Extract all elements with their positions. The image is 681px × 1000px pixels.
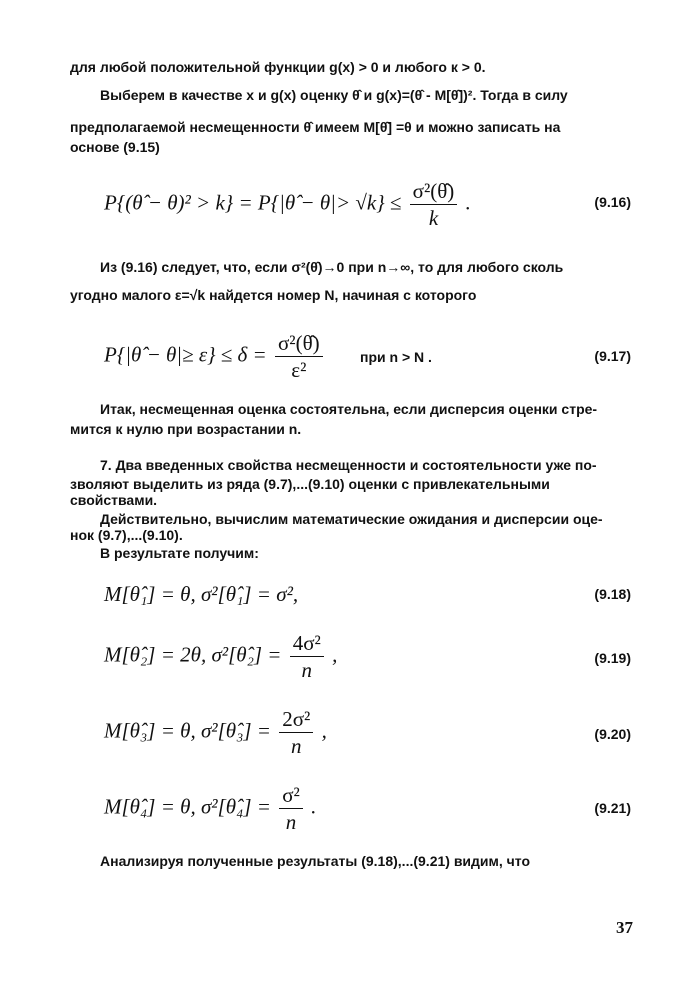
equation-9-19 xyxy=(104,630,337,683)
equation-9-21-tail: . xyxy=(311,794,317,819)
equation-9-17-fraction xyxy=(275,330,323,383)
equation-9-21-left: M[θ̂₄] = θ, σ²[θ̂₄] = xyxy=(104,794,271,819)
text-line-3: предполагаемой несмещенности θ̂ имеем М[θ̂] =θ и можно записать на xyxy=(70,119,561,135)
text-line-8: мится к нулю при возрастании n. xyxy=(70,421,302,437)
equation-9-20-left: M[θ̂₃] = θ, σ²[θ̂₃] = xyxy=(104,718,271,743)
equation-label-9-16: (9.16) xyxy=(594,194,631,210)
equation-9-16-numerator: σ²(θ̂) xyxy=(410,178,458,205)
equation-9-20-denominator: n xyxy=(291,734,302,758)
equation-label-9-19: (9.19) xyxy=(594,650,631,666)
equation-9-21-fraction xyxy=(279,782,303,835)
equation-9-20-tail: , xyxy=(321,718,327,743)
text-line-6: угодно малого ε=√k найдется номер N, начиная с которого xyxy=(70,287,477,303)
text-line-4: основе (9.15) xyxy=(70,139,160,155)
equation-9-16-tail: . xyxy=(465,190,471,215)
equation-9-17-left: P{|θ̂ − θ|≥ ε} ≤ δ = xyxy=(104,342,267,367)
equation-9-16-denominator: k xyxy=(428,206,439,230)
equation-label-9-17: (9.17) xyxy=(594,348,631,364)
equation-9-19-denominator: n xyxy=(301,658,313,682)
equation-9-16 xyxy=(104,178,471,231)
equation-9-21 xyxy=(104,782,316,835)
equation-9-20-fraction xyxy=(279,706,313,759)
equation-9-18: M[θ̂₁] = θ, σ²[θ̂₁] = σ², xyxy=(104,582,299,606)
text-line-9: 7. Два введенных свойства несмещенности и состоятельности уже по- xyxy=(100,457,597,473)
text-line-11: свойствами. xyxy=(70,492,158,508)
text-line-1: для любой положительной функции g(x) > 0 и любого к > 0. xyxy=(70,59,486,75)
text-line-14: В результате получим: xyxy=(100,545,259,561)
page-number: 37 xyxy=(616,918,633,937)
equation-9-19-numerator: 4σ² xyxy=(290,630,324,657)
text-line-13: нок (9.7),...(9.10). xyxy=(70,527,183,543)
equation-9-21-numerator: σ² xyxy=(279,782,303,809)
equation-9-19-left: M[θ̂₂] = 2θ, σ²[θ̂₂] = xyxy=(104,642,282,667)
text-line-12: Действительно, вычислим математические ожидания и дисперсии оце- xyxy=(100,511,603,527)
text-line-7: Итак, несмещенная оценка состоятельна, если дисперсия оценки стре- xyxy=(100,401,598,417)
equation-label-9-18: (9.18) xyxy=(594,586,631,602)
equation-9-17 xyxy=(104,330,326,383)
equation-9-19-fraction xyxy=(290,630,324,683)
text-line-5: Из (9.16) следует, что, если σ²(θ̂)→0 при n→∞, то для любого сколь xyxy=(100,259,564,275)
equation-label-9-21: (9.21) xyxy=(594,800,631,816)
text-line-15: Анализируя полученные результаты (9.18),...(9.21) видим, что xyxy=(100,853,531,869)
equation-9-16-left: P{(θ̂ − θ)² > k} = P{|θ̂ − θ|> √k} ≤ xyxy=(104,190,402,215)
equation-9-17-denominator: ε² xyxy=(291,358,307,382)
equation-9-17-condition: при n > N . xyxy=(360,349,432,365)
equation-9-17-numerator: σ²(θ̂) xyxy=(275,330,323,357)
equation-9-19-tail: , xyxy=(332,642,338,667)
text-line-10: зволяют выделить из ряда (9.7),...(9.10) оценки с привлекательными xyxy=(70,476,550,492)
equation-9-21-denominator: n xyxy=(285,810,297,834)
equation-9-20-numerator: 2σ² xyxy=(279,706,313,733)
equation-9-20 xyxy=(104,706,327,759)
text-line-2: Выберем в качестве х и g(x) оценку θ̂ и g(x)=(θ̂ - М[θ̂])². Тогда в силу xyxy=(100,87,568,103)
equation-label-9-20: (9.20) xyxy=(594,726,631,742)
equation-9-16-fraction xyxy=(410,178,458,231)
